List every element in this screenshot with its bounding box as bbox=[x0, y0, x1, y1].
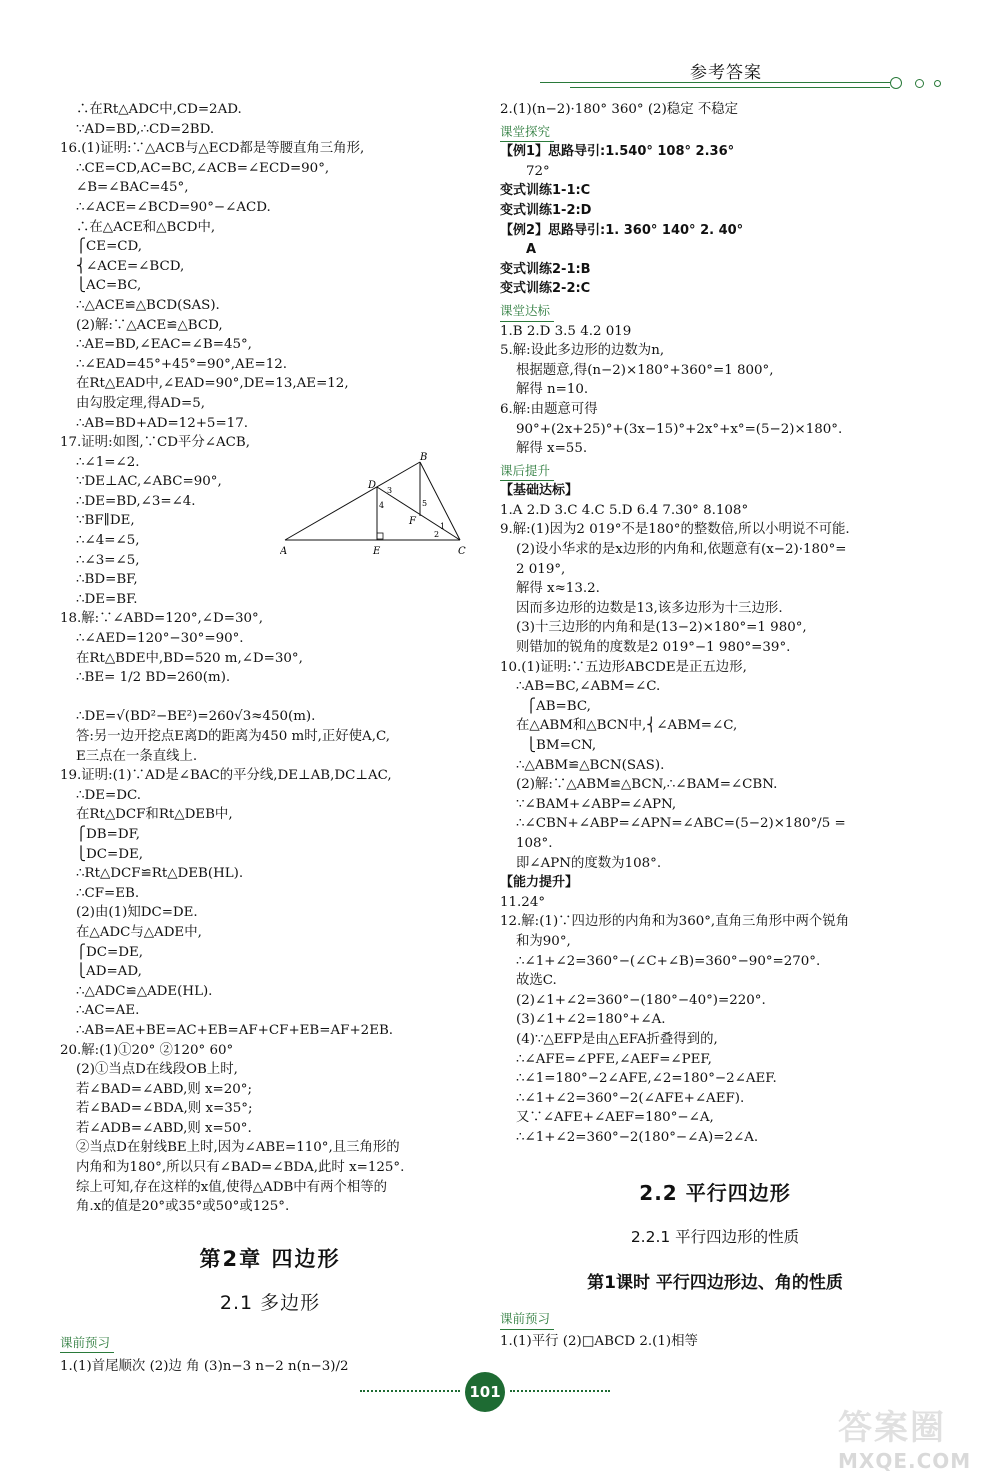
answer-line: ∴∠CBN+∠ABP=∠APN=∠ABC=(5−2)×180°/5 = bbox=[516, 816, 846, 832]
answer-line: (3)∠1+∠2=180°+∠A. bbox=[516, 1012, 666, 1028]
answer-line: 19.证明:(1)∵AD是∠BAC的平分线,DE⊥AB,DC⊥AC, bbox=[60, 768, 392, 784]
answer-line: 变式训练2-1:B bbox=[500, 261, 591, 277]
answer-line: 在Rt△DCF和Rt△DEB中, bbox=[76, 807, 233, 823]
answer-line: 若∠ADB=∠ABD,则 x=50°. bbox=[76, 1120, 252, 1136]
answer-line: 12.解:(1)∵四边形的内角和为360°,直角三角形中两个锐角 bbox=[500, 914, 850, 930]
answer-line: 1.B 2.D 3.5 4.2 019 bbox=[500, 323, 632, 339]
tag-preview-right: 课前预习 bbox=[500, 1309, 554, 1330]
answer-line: 即∠APN的度数为108°. bbox=[516, 855, 662, 871]
answer-line: ⎩BM=CN, bbox=[526, 738, 597, 753]
fig-label-A: A bbox=[280, 546, 288, 557]
answer-line: ∴∠3=∠5, bbox=[76, 552, 140, 568]
answer-line: ⎧AB=BC, bbox=[526, 698, 591, 714]
right-answer-lines bbox=[500, 100, 930, 1147]
answer-line: 在△ADC与△ADE中, bbox=[76, 924, 202, 940]
left-answer-lines bbox=[60, 100, 480, 1217]
answer-line: ②当点D在射线BE上时,因为∠ABE=110°,且三角形的 bbox=[76, 1140, 400, 1156]
answer-line: 和为90°, bbox=[516, 933, 571, 949]
answer-line: ∴∠1+∠2=360°−2(180°−∠A)=2∠A. bbox=[516, 1129, 759, 1145]
answer-line: ∴BE= 1/2 BD=260(m). bbox=[76, 670, 231, 686]
fig-angle-5: 5 bbox=[422, 499, 428, 508]
answer-line: ∴∠1=∠2. bbox=[76, 454, 140, 470]
answer-line: 内角和为180°,所以只有∠BAD=∠BDA,此时 x=125°. bbox=[76, 1160, 405, 1176]
answer-line: ∴∠EAD=45°+45°=90°,AE=12. bbox=[76, 356, 288, 372]
answer-line: E三点在一条直线上. bbox=[76, 748, 198, 764]
answer-line: ∴∠AED=120°−30°=90°. bbox=[76, 631, 244, 647]
header-rule-thin bbox=[570, 87, 890, 88]
answer-line: 变式训练1-2:D bbox=[500, 202, 592, 218]
answer-line: ⎧DC=DE, bbox=[76, 944, 144, 960]
answer-line: ∴DE=BD,∠3=∠4. bbox=[76, 493, 196, 509]
answer-line: 综上可知,存在这样的x值,使得△ADB中有两个相等的 bbox=[76, 1179, 388, 1195]
answer-line: ⎧DB=DF, bbox=[76, 826, 141, 842]
fig-angle-3: 3 bbox=[387, 486, 393, 495]
header-rule bbox=[540, 82, 890, 83]
answer-line: ∴∠1+∠2=360°−2(∠AFE+∠AEF). bbox=[516, 1090, 745, 1106]
answer-line: 20.解:(1)①20° ②120° 60° bbox=[60, 1042, 234, 1058]
answer-line: ∴AB=AE+BE=AC+EB=AF+CF+EB=AF+2EB. bbox=[76, 1022, 394, 1038]
answer-line: 【例2】思路导引:1. 360° 140° 2. 40° bbox=[500, 222, 744, 238]
answer-line: (2)设小华求的是x边形的内角和,依题意有(x−2)·180°= bbox=[516, 542, 847, 558]
section-tag: 课堂探究 bbox=[500, 122, 554, 143]
answer-line: ∵DE⊥AC,∠ABC=90°, bbox=[76, 474, 222, 490]
fig-label-F: F bbox=[409, 516, 416, 527]
answer-line: ∵∠BAM+∠ABP=∠APN, bbox=[516, 796, 677, 812]
answer-line: ⎨∠ACE=∠BCD, bbox=[76, 258, 185, 274]
watermark-logo bbox=[838, 1400, 988, 1478]
answer-line: ∴AB=BC,∠ABM=∠C. bbox=[516, 679, 661, 695]
answer-line: 90°+(2x+25)°+(3x−15)°+2x°+x°=(5−2)×180°. bbox=[516, 421, 843, 437]
footer-dots-right bbox=[510, 1390, 610, 1392]
answer-line: ∴AC=AE. bbox=[76, 1003, 140, 1019]
answer-line: ∴∠4=∠5, bbox=[76, 533, 140, 549]
header-dot-icon bbox=[915, 79, 924, 88]
fig-right-angle-mark bbox=[377, 533, 383, 539]
answer-line: ∴△ABM≌△BCN(SAS). bbox=[516, 757, 665, 773]
answer-line: ∴∠ACE=∠BCD=90°−∠ACD. bbox=[76, 199, 271, 215]
answer-line: 解得 n=10. bbox=[516, 382, 589, 398]
answer-line: ∵BF∥DE, bbox=[76, 513, 135, 529]
answer-line: (2)①当点D在线段OB上时, bbox=[76, 1062, 238, 1078]
answer-line: ∴BD=BF, bbox=[76, 572, 138, 588]
answer-line: 解得 x≈13.2. bbox=[516, 581, 600, 597]
answer-line: ⎩AC=BC, bbox=[76, 278, 142, 294]
answer-line: 在Rt△EAD中,∠EAD=90°,DE=13,AE=12, bbox=[76, 376, 349, 392]
answer-line: 【能力提升】 bbox=[500, 875, 579, 891]
section-title-2-1: 2.1 多边形 bbox=[219, 1291, 321, 1314]
header-dot-icon bbox=[890, 77, 902, 89]
watermark-top: 答案圈 bbox=[838, 1408, 946, 1448]
answer-line: 变式训练1-1:C bbox=[500, 183, 591, 199]
page-number: 101 bbox=[465, 1372, 505, 1412]
section-tag: 课堂达标 bbox=[500, 301, 554, 322]
answer-line: 72° bbox=[526, 163, 550, 179]
answer-line: ⎩DC=DE, bbox=[76, 846, 144, 862]
answer-line: ∴在△ACE和△BCD中, bbox=[76, 219, 216, 235]
fig-angle-4: 4 bbox=[379, 501, 385, 510]
answer-line: 因而多边形的边数是13,该多边形为十三边形. bbox=[516, 600, 783, 616]
answer-line: 由勾股定理,得AD=5, bbox=[76, 395, 206, 411]
answer-line: 【基础达标】 bbox=[500, 483, 579, 499]
answer-line: ∴∠1=180°−2∠AFE,∠2=180°−2∠AEF. bbox=[516, 1071, 777, 1087]
answer-line: (2)由(1)知DC=DE. bbox=[76, 905, 198, 921]
section-tag: 课后提升 bbox=[500, 461, 554, 482]
answer-line: 在△ABM和△BCN中,⎨∠ABM=∠C, bbox=[516, 718, 738, 734]
answer-line: 根据题意,得(n−2)×180°+360°=1 800°, bbox=[516, 362, 774, 378]
chapter-title: 第2章 四边形 bbox=[199, 1246, 341, 1271]
subsection-title: 2.2.1 平行四边形的性质 bbox=[630, 1228, 800, 1247]
answer-line: ∴在Rt△ADC中,CD=2AD. bbox=[76, 102, 242, 117]
answer-line: ∴△ADC≌△ADE(HL). bbox=[76, 983, 213, 999]
answer-line: 若∠BAD=∠BDA,则 x=35°; bbox=[76, 1101, 253, 1117]
answer-line: 1.A 2.D 3.C 4.C 5.D 6.4 7.30° 8.108° bbox=[500, 502, 749, 518]
answer-line: ⎧CE=CD, bbox=[76, 239, 143, 255]
fig-angle-2: 2 bbox=[434, 530, 440, 539]
answer-line: 108°. bbox=[516, 835, 553, 851]
answer-line: 16.(1)证明:∵△ACB与△ECD都是等腰直角三角形, bbox=[60, 141, 365, 157]
answer-line: 在Rt△BDE中,BD=520 m,∠D=30°, bbox=[76, 650, 303, 666]
left-column bbox=[60, 100, 480, 1377]
answer-line: 17.证明:如图,∵CD平分∠ACB, bbox=[60, 435, 251, 451]
answer-line: ∵AD=BD,∴CD=2BD. bbox=[76, 121, 215, 137]
answer-line: 6.解:由题意可得 bbox=[500, 401, 598, 417]
section-title-2-2: 2.2 平行四边形 bbox=[639, 1181, 791, 1206]
answer-line: ⎩AD=AD, bbox=[76, 964, 142, 980]
fig-label-E: E bbox=[373, 546, 381, 557]
answer-line: ∴CE=CD,AC=BC,∠ACB=∠ECD=90°, bbox=[76, 160, 330, 176]
answer-line: 变式训练2-2:C bbox=[500, 281, 591, 297]
watermark-bottom: MXQE.COM bbox=[838, 1449, 972, 1473]
answer-line: (2)∠1+∠2=360°−(180°−40°)=220°. bbox=[516, 992, 766, 1008]
header-title: 参考答案 bbox=[690, 63, 762, 83]
answer-line: ∴Rt△DCF≌Rt△DEB(HL). bbox=[76, 866, 244, 882]
tag-preview: 课前预习 bbox=[60, 1333, 114, 1354]
lesson-title: 第1课时 平行四边形边、角的性质 bbox=[587, 1273, 843, 1294]
answer-line: ∴DE=√(BD²−BE²)=260√3≈450(m). bbox=[76, 709, 316, 725]
right-column bbox=[500, 100, 930, 1352]
answer-line: ∴∠AFE=∠PFE,∠AEF=∠PEF, bbox=[516, 1051, 712, 1067]
answer-line: 角.x的值是20°或35°或50°或125°. bbox=[76, 1199, 290, 1215]
answer-line: ∴∠1+∠2=360°−(∠C+∠B)=360°−90°=270°. bbox=[516, 953, 821, 969]
answer-line: 又∵∠AFE+∠AEF=180°−∠A, bbox=[516, 1110, 714, 1126]
answer-line: 2.(1)(n−2)·180° 360° (2)稳定 不稳定 bbox=[500, 102, 739, 117]
answer-line: 答:另一边开挖点E离D的距离为450 m时,正好使A,C, bbox=[76, 729, 390, 744]
answer-line: (4)∵△EFP是由△EFA折叠得到的, bbox=[516, 1031, 718, 1047]
answer-line: 【例1】思路导引:1.540° 108° 2.36° bbox=[500, 144, 735, 160]
answer-line: 故选C. bbox=[516, 973, 557, 989]
answer-line: ∴DE=BF. bbox=[76, 591, 138, 607]
answer-line: 2 019°, bbox=[516, 561, 566, 577]
fig-label-B: B bbox=[420, 452, 428, 463]
answer-line: (2)解:∵△ACE≌△BCD, bbox=[76, 317, 223, 333]
answer-line: ∴DE=DC. bbox=[76, 787, 142, 803]
answer-line: ∴△ACE≌△BCD(SAS). bbox=[76, 297, 220, 313]
answer-line: A bbox=[526, 242, 537, 258]
answer-line: 9.解:(1)因为2 019°不是180°的整数倍,所以小明说不可能. bbox=[500, 522, 850, 538]
answer-line: (2)解:∵△ABM≌△BCN,∴∠BAM=∠CBN. bbox=[516, 777, 778, 793]
header-dot-icon bbox=[934, 80, 941, 87]
answer-line: ∴AB=BD+AD=12+5=17. bbox=[76, 415, 248, 431]
answer-line: ∴AE=BD,∠EAC=∠B=45°, bbox=[76, 337, 252, 353]
fig-label-C: C bbox=[458, 546, 466, 557]
answer-line: 若∠BAD=∠ABD,则 x=20°; bbox=[76, 1081, 252, 1097]
answer-line: 5.解:设此多边形的边数为n, bbox=[500, 343, 665, 359]
answer-line: 18.解:∵∠ABD=120°,∠D=30°, bbox=[60, 611, 263, 627]
answer-line: ∠B=∠BAC=45°, bbox=[76, 180, 189, 196]
answer-line bbox=[60, 688, 480, 708]
geometry-figure bbox=[280, 452, 480, 562]
answer-line: 则错加的锐角的度数是2 019°−1 980°=39°. bbox=[516, 640, 791, 656]
answer-line: 1.(1)首尾顺次 (2)边 角 (3)n−3 n−2 n(n−3)/2 bbox=[60, 1359, 349, 1375]
answer-line: 11.24° bbox=[500, 894, 546, 910]
answer-line: ∴CF=EB. bbox=[76, 885, 140, 901]
footer-dots-left bbox=[360, 1390, 460, 1392]
fig-angle-1: 1 bbox=[440, 522, 446, 531]
fig-label-D: D bbox=[368, 480, 377, 491]
answer-line: 解得 x=55. bbox=[516, 441, 588, 457]
answer-line: (3)十三边形的内角和是(13−2)×180°=1 980°, bbox=[516, 620, 807, 636]
answer-line: 1.(1)平行 (2)□ABCD 2.(1)相等 bbox=[500, 1334, 698, 1350]
answer-line: 10.(1)证明:∵五边形ABCDE是正五边形, bbox=[500, 659, 747, 675]
